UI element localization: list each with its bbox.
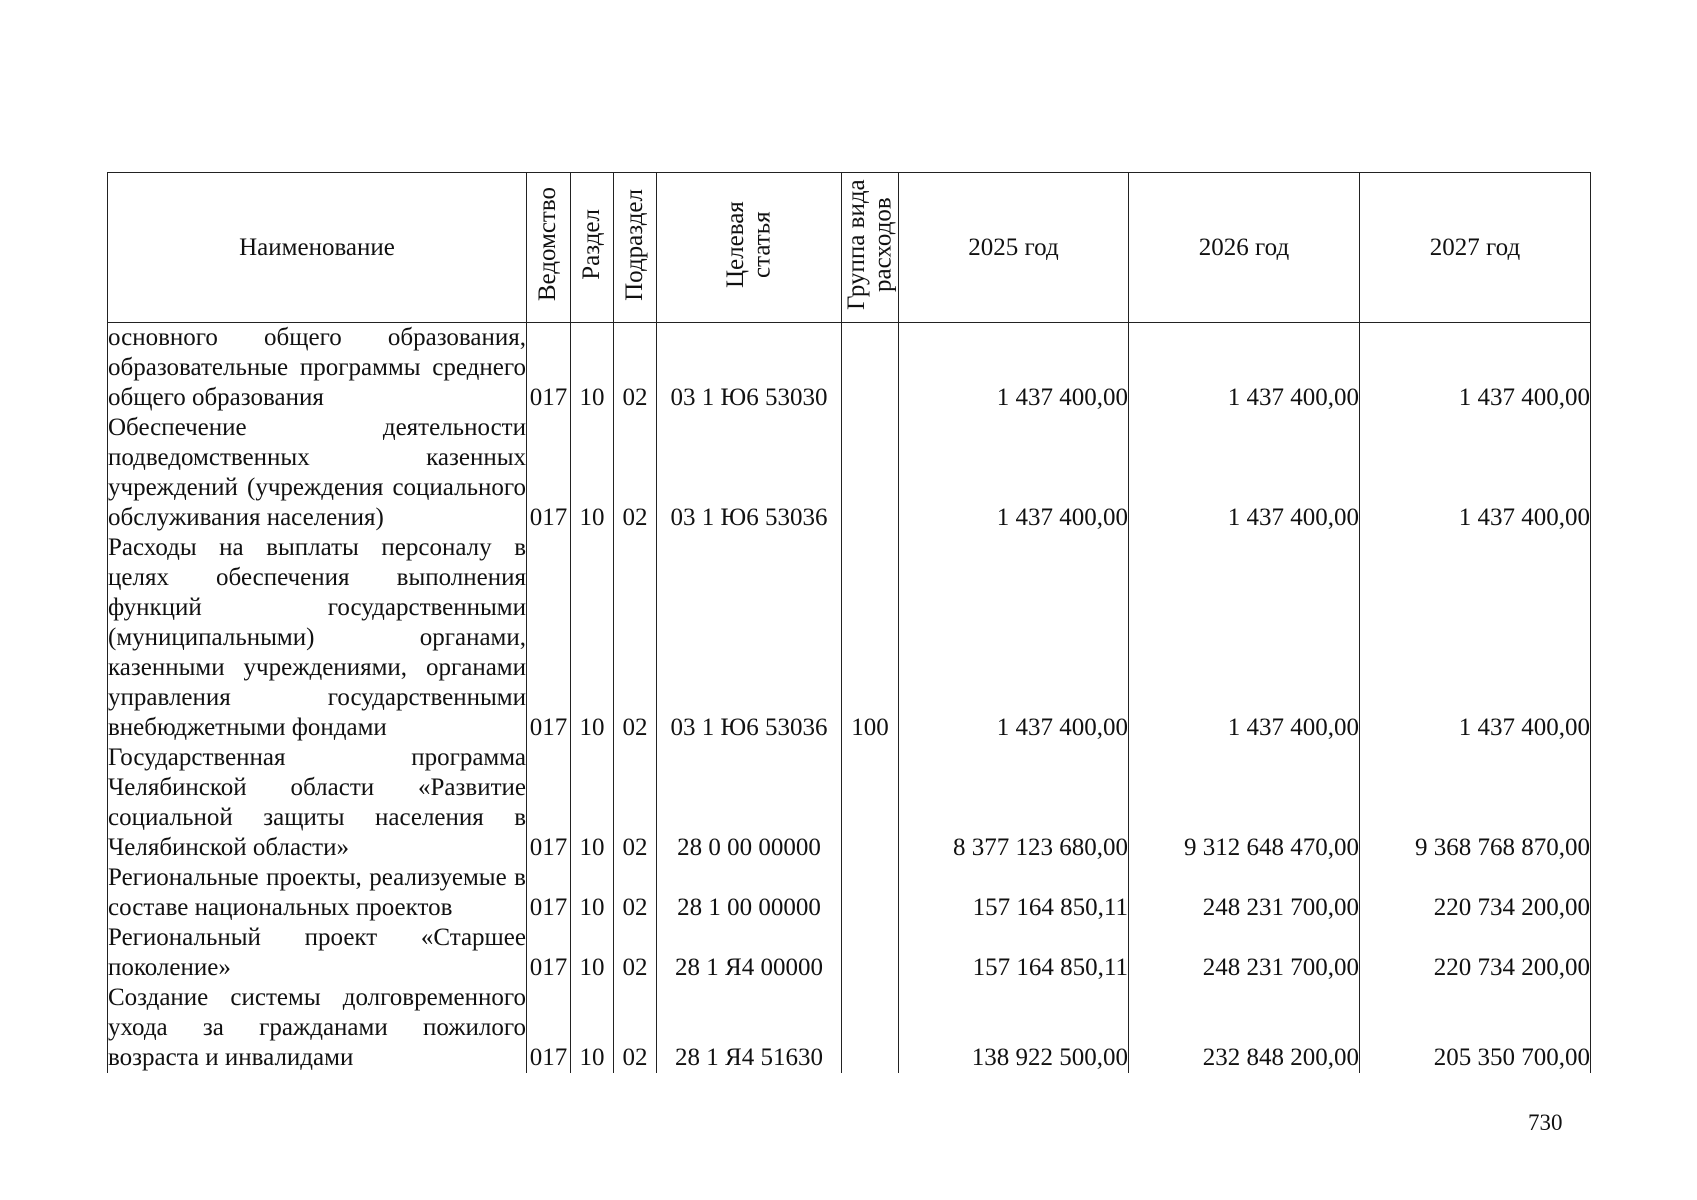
header-tselevaya-statya: Целевая статья xyxy=(657,173,842,323)
row-podrazdel: 02 xyxy=(614,923,657,983)
row-amount-2025: 1 437 400,00 xyxy=(899,533,1129,743)
row-gruppa-vida xyxy=(842,863,899,923)
row-name: Региональные проекты, реализуемые в составе национальных проектов xyxy=(108,864,526,922)
header-2027: 2027 год xyxy=(1360,173,1591,323)
row-amount-2025: 138 922 500,00 xyxy=(899,983,1129,1073)
row-podrazdel: 02 xyxy=(614,533,657,743)
row-vedomstvo: 017 xyxy=(527,983,571,1073)
header-gruppa-vida-rashodov: Группа вида расходов xyxy=(842,173,899,323)
row-amount-2026: 1 437 400,00 xyxy=(1129,413,1360,533)
page-number: 730 xyxy=(1528,1110,1563,1135)
row-razdel: 10 xyxy=(571,533,614,743)
row-amount-2026: 1 437 400,00 xyxy=(1129,533,1360,743)
table-row xyxy=(108,743,1591,863)
row-razdel: 10 xyxy=(571,743,614,863)
row-podrazdel: 02 xyxy=(614,863,657,923)
row-vedomstvo: 017 xyxy=(527,923,571,983)
row-vedomstvo: 017 xyxy=(527,743,571,863)
row-vedomstvo: 017 xyxy=(527,413,571,533)
header-vedomstvo: Ведомство xyxy=(527,173,571,323)
table-row xyxy=(108,533,1591,743)
row-amount-2026: 248 231 700,00 xyxy=(1129,923,1360,983)
row-gruppa-vida: 100 xyxy=(842,533,899,743)
header-name: Наименование xyxy=(108,173,527,323)
row-gruppa-vida xyxy=(842,983,899,1073)
row-tselevaya-statya: 28 1 Я4 00000 xyxy=(657,923,842,983)
row-tselevaya-statya: 28 1 Я4 51630 xyxy=(657,983,842,1073)
row-name: Государственная программа Челябинской области «Развитие социальной защиты населения в Челябинской области» xyxy=(108,744,526,862)
row-gruppa-vida xyxy=(842,743,899,863)
header-2025: 2025 год xyxy=(899,173,1129,323)
row-razdel: 10 xyxy=(571,413,614,533)
row-amount-2027: 1 437 400,00 xyxy=(1360,323,1591,414)
row-vedomstvo: 017 xyxy=(527,323,571,414)
row-podrazdel: 02 xyxy=(614,413,657,533)
row-amount-2025: 157 164 850,11 xyxy=(899,923,1129,983)
row-vedomstvo: 017 xyxy=(527,533,571,743)
row-amount-2025: 1 437 400,00 xyxy=(899,323,1129,414)
row-gruppa-vida xyxy=(842,323,899,414)
row-amount-2025: 1 437 400,00 xyxy=(899,413,1129,533)
row-tselevaya-statya: 03 1 Ю6 53036 xyxy=(657,533,842,743)
row-amount-2026: 232 848 200,00 xyxy=(1129,983,1360,1073)
table-row xyxy=(108,923,1591,983)
row-amount-2026: 1 437 400,00 xyxy=(1129,323,1360,414)
header-razdel: Раздел xyxy=(571,173,614,323)
row-amount-2025: 8 377 123 680,00 xyxy=(899,743,1129,863)
row-amount-2025: 157 164 850,11 xyxy=(899,863,1129,923)
header-podrazdel: Подраздел xyxy=(614,173,657,323)
table-row xyxy=(108,323,1591,414)
row-name: основного общего образования, образовательные программы среднего общего образования xyxy=(108,324,526,412)
row-amount-2027: 220 734 200,00 xyxy=(1360,863,1591,923)
row-amount-2027: 220 734 200,00 xyxy=(1360,923,1591,983)
table-row xyxy=(108,863,1591,923)
row-amount-2027: 9 368 768 870,00 xyxy=(1360,743,1591,863)
row-tselevaya-statya: 03 1 Ю6 53030 xyxy=(657,323,842,414)
table-row xyxy=(108,413,1591,533)
header-row xyxy=(108,173,1591,323)
row-razdel: 10 xyxy=(571,323,614,414)
row-razdel: 10 xyxy=(571,863,614,923)
row-razdel: 10 xyxy=(571,983,614,1073)
row-podrazdel: 02 xyxy=(614,983,657,1073)
row-tselevaya-statya: 03 1 Ю6 53036 xyxy=(657,413,842,533)
row-gruppa-vida xyxy=(842,413,899,533)
row-amount-2027: 1 437 400,00 xyxy=(1360,413,1591,533)
row-name: Обеспечение деятельности подведомственных казенных учреждений (учреждения социального обслуживания населения) xyxy=(108,414,526,532)
row-amount-2027: 205 350 700,00 xyxy=(1360,983,1591,1073)
budget-table xyxy=(107,172,1591,1073)
row-razdel: 10 xyxy=(571,923,614,983)
row-vedomstvo: 017 xyxy=(527,863,571,923)
row-name: Расходы на выплаты персоналу в целях обеспечения выполнения функций государственными (муниципальными) органами, казенными учреждениями, органами управления государственными внебюджетными фондами xyxy=(108,534,526,742)
row-podrazdel: 02 xyxy=(614,743,657,863)
row-name: Создание системы долговременного ухода за гражданами пожилого возраста и инвалидами xyxy=(108,984,526,1072)
row-amount-2027: 1 437 400,00 xyxy=(1360,533,1591,743)
row-name: Региональный проект «Старшее поколение» xyxy=(108,924,526,982)
row-amount-2026: 9 312 648 470,00 xyxy=(1129,743,1360,863)
row-tselevaya-statya: 28 0 00 00000 xyxy=(657,743,842,863)
row-podrazdel: 02 xyxy=(614,323,657,414)
row-tselevaya-statya: 28 1 00 00000 xyxy=(657,863,842,923)
row-gruppa-vida xyxy=(842,923,899,983)
row-amount-2026: 248 231 700,00 xyxy=(1129,863,1360,923)
table-row xyxy=(108,983,1591,1073)
header-2026: 2026 год xyxy=(1129,173,1360,323)
